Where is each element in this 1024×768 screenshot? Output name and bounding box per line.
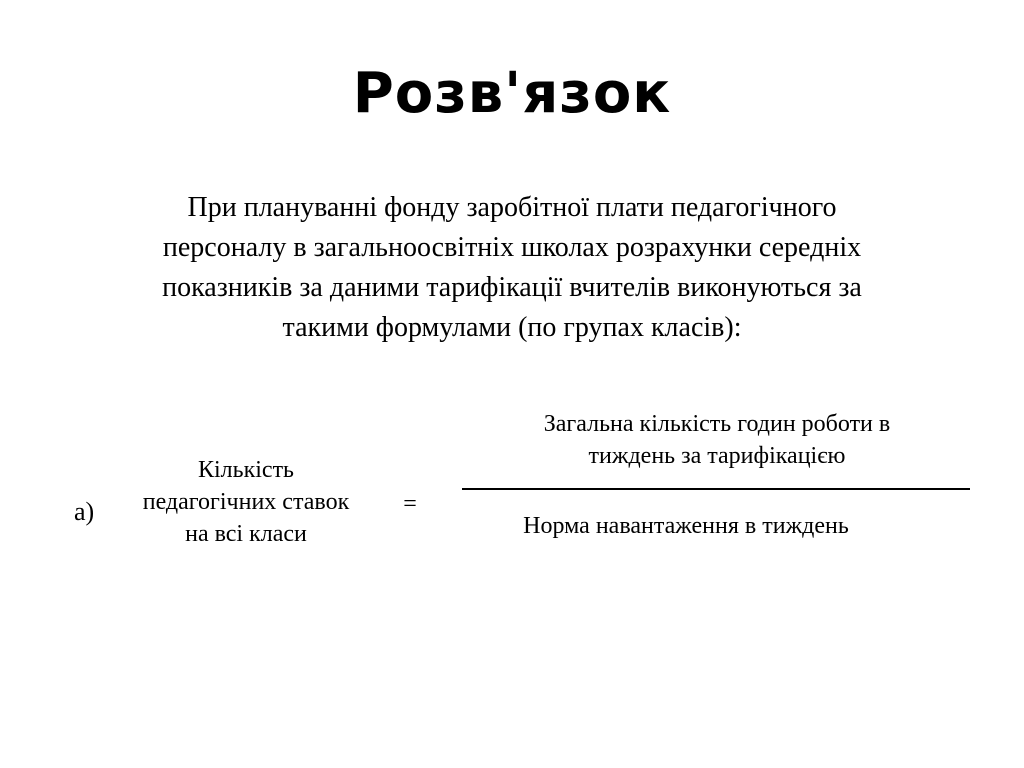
formula-denominator: Норма навантаження в тиждень [523, 513, 849, 539]
intro-line: При плануванні фонду заробітної плати педагогічного [187, 192, 837, 223]
formula-lhs-line: Кількість [197, 457, 294, 483]
intro-line: персоналу в загальноосвітніх школах розрахунки середніх [162, 232, 862, 263]
intro-line: такими формулами (по групах класів): [282, 312, 742, 343]
formula-label: а) [74, 497, 95, 526]
formula-lhs-line: на всі класи [185, 521, 307, 547]
slide-title: Розв'язок [352, 61, 672, 126]
formula-numerator [462, 408, 972, 472]
formula-numerator-line: тиждень за тарифікацією [588, 443, 846, 469]
equals-sign: = [403, 491, 417, 517]
formula-left-side [96, 454, 396, 550]
formula-numerator-line: Загальна кількість годин роботи в [543, 411, 891, 437]
formula-lhs-line: педагогічних ставок [142, 489, 350, 515]
intro-line: показників за даними тарифікації вчителів виконуються за [162, 272, 862, 303]
fraction-bar [462, 488, 970, 490]
